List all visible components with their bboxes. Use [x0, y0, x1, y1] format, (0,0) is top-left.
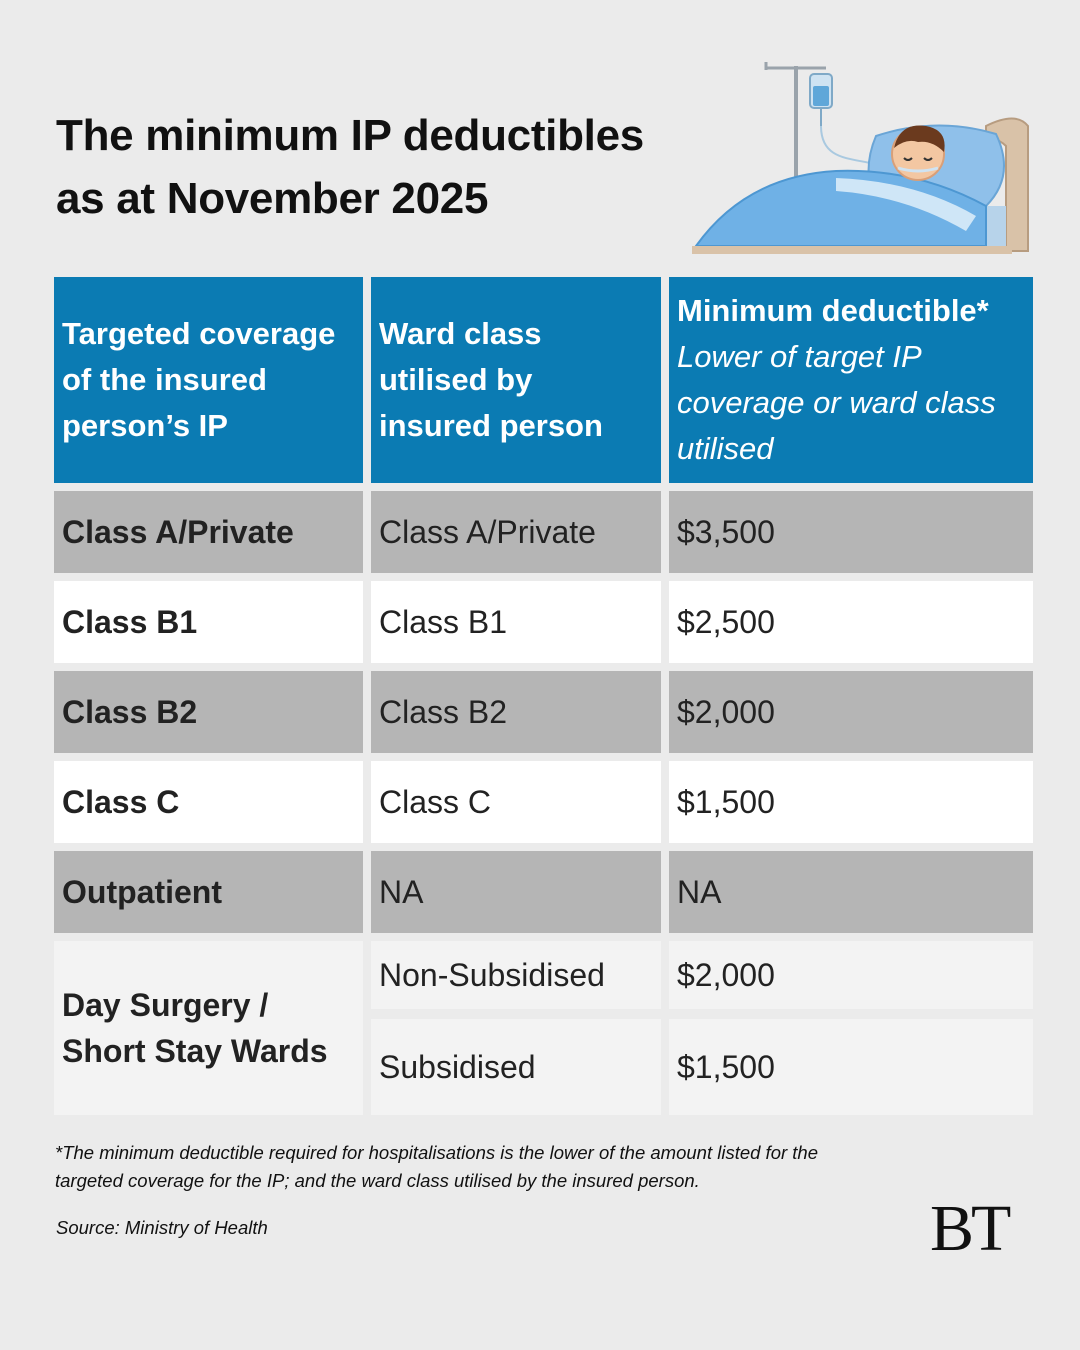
day-surgery-line: Day Surgery / — [62, 987, 269, 1023]
row-ward-cell: NA — [371, 851, 661, 933]
day-surgery-deductible-cell: $2,000 — [669, 941, 1033, 1009]
row-coverage-cell: Class B2 — [54, 671, 363, 753]
row-ward-cell: Class A/Private — [371, 491, 661, 573]
source-note: Source: Ministry of Health — [56, 1217, 268, 1238]
row-coverage-cell: Class B1 — [54, 581, 363, 663]
header-col1-line: of the insured — [62, 362, 267, 397]
header-targeted-coverage — [54, 277, 363, 483]
hospital-patient-illustration — [686, 56, 1036, 256]
bt-logo: BT — [930, 1192, 1009, 1265]
title-line-1: The minimum IP deductibles — [56, 111, 644, 160]
row-deductible-cell: $1,500 — [669, 761, 1033, 843]
row-ward-cell: Class B2 — [371, 671, 661, 753]
footnote-line: *The minimum deductible required for hospitalisations is the lower of the amount listed for the — [55, 1142, 818, 1163]
header-col2-line: utilised by — [379, 362, 533, 397]
header-col1-line: person’s IP — [62, 408, 228, 443]
day-surgery-coverage-cell — [54, 941, 363, 1115]
row-coverage-cell: Outpatient — [54, 851, 363, 933]
row-deductible-cell: $2,000 — [669, 671, 1033, 753]
title-line-2: as at November 2025 — [56, 174, 489, 223]
row-coverage-cell: Class A/Private — [54, 491, 363, 573]
header-minimum-deductible — [669, 277, 1033, 483]
row-deductible-cell: $2,500 — [669, 581, 1033, 663]
day-surgery-line: Short Stay Wards — [62, 1033, 328, 1069]
row-ward-cell: Class C — [371, 761, 661, 843]
day-surgery-ward-cell: Non-Subsidised — [371, 941, 661, 1009]
row-deductible-cell: $3,500 — [669, 491, 1033, 573]
day-surgery-ward-cell: Subsidised — [371, 1019, 661, 1115]
header-col3-sub: Lower of target IP — [677, 339, 922, 374]
row-coverage-cell: Class C — [54, 761, 363, 843]
header-col2-line: insured person — [379, 408, 603, 443]
header-col3-sub: utilised — [677, 431, 774, 466]
header-col3-title: Minimum deductible* — [677, 293, 989, 328]
row-ward-cell: Class B1 — [371, 581, 661, 663]
page-title — [56, 104, 696, 230]
footnote-line: targeted coverage for the IP; and the ward class utilised by the insured person. — [55, 1170, 700, 1191]
row-deductible-cell: NA — [669, 851, 1033, 933]
header-col1-line: Targeted coverage — [62, 316, 336, 351]
header-ward-class — [371, 277, 661, 483]
header-col3-sub: coverage or ward class — [677, 385, 996, 420]
header-col2-line: Ward class — [379, 316, 542, 351]
day-surgery-deductible-cell: $1,500 — [669, 1019, 1033, 1115]
footnote — [55, 1139, 935, 1195]
